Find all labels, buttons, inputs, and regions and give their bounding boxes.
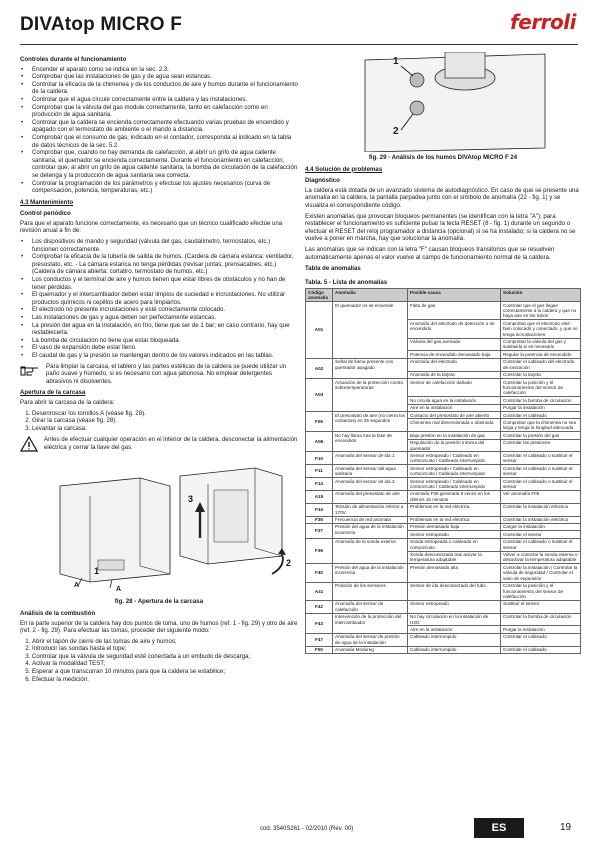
table-row bbox=[306, 600, 581, 613]
header-rule bbox=[20, 44, 578, 45]
solution: Controlar el cableado bbox=[501, 633, 581, 646]
col-header: Solución bbox=[501, 289, 581, 302]
diag-paragraph-1: La caldera está dotada de un avanzado sistema de autodiagnóstico. En caso de que se presente una anomalía en la caldera, la pantalla parpadea junto con el símbolo de anomalía (22 - fig. 1) y se visualiza el correspondiente código. bbox=[305, 186, 579, 209]
anomaly-description: Señal de llama presente con quemador apagado bbox=[333, 358, 408, 378]
solution: Controlar el cableado bbox=[501, 646, 581, 653]
heading-combustion: Análisis de la combustión bbox=[20, 609, 96, 617]
table-row bbox=[306, 478, 581, 491]
col-header: Código anomalía bbox=[306, 289, 333, 302]
note-limpiar bbox=[20, 363, 298, 386]
anomaly-code: A03 bbox=[306, 379, 333, 412]
solution: Controlar el cableado o sustituir el sensor bbox=[501, 452, 581, 465]
note-limpiar-text: Para limpiar la carcasa, el tablero y las partes estéticas de la caldera se puede utilizar un paño suave y húmedo, si es necesario con agua jabonosa. No emplear detergentes abrasivos ni disolventes. bbox=[46, 362, 287, 385]
anomaly-code: A02 bbox=[306, 358, 333, 378]
anomaly-description: Anomalía del presostato de aire bbox=[333, 490, 408, 503]
possible-cause: Falta de gas bbox=[408, 302, 501, 320]
diag-paragraph-3: Las anomalías que se indican con la letra "F" causan bloqueos transitorios que se resuelven automáticamente apenas el valor vuelve al campo de funcionamiento normal de la caldera. bbox=[305, 245, 555, 261]
possible-cause: Potencia de encendido demasiado baja bbox=[408, 351, 501, 358]
table-row bbox=[306, 538, 581, 551]
solution: Controlar el cableado o sustituir el sensor bbox=[501, 465, 581, 478]
anomaly-code: F14 bbox=[306, 478, 333, 491]
apertura-intro: Para abrir la carcasa de la caldera: bbox=[20, 398, 115, 406]
list-item: • Las instalaciones de gas y agua deben ser perfectamente estancas. bbox=[32, 314, 298, 322]
anomaly-description: Anomalía del sensor del agua sanitaria bbox=[333, 465, 408, 478]
possible-cause: Aire en la instalación bbox=[408, 626, 501, 633]
anomaly-code: F39 bbox=[306, 538, 333, 564]
anomaly-code: F34 bbox=[306, 503, 333, 516]
label-a2: A bbox=[116, 586, 122, 594]
anomaly-description: Frecuencia de red anómala bbox=[333, 516, 408, 523]
label-a1: A bbox=[74, 582, 80, 590]
solution: Comprobar que la chimenea no sea larga y tenga la longitud adecuada bbox=[501, 419, 581, 432]
heading-apertura: Apertura de la carcasa bbox=[20, 389, 86, 397]
table-row bbox=[306, 465, 581, 478]
possible-cause: Cableado interrumpido bbox=[408, 646, 501, 653]
possible-cause: Presión demasiado alta bbox=[408, 564, 501, 582]
solution: Controlar el cableado o sustituir el sensor bbox=[501, 538, 581, 551]
list-item: • Los conductos y el terminal de aire y humos tienen que estar libres de obstáculos y no han de tener pérdidas. bbox=[32, 276, 298, 291]
anomaly-description: Actuación de la protección contra sobretemperaturas bbox=[333, 379, 408, 412]
anomaly-description: Anomalía del sensor de presión de agua de la instalación bbox=[333, 633, 408, 646]
list-item: 3. Levantar la carcasa. bbox=[32, 425, 298, 433]
solution: Controlar la presión del gas bbox=[501, 432, 581, 439]
solution: Controlar la tarjeta bbox=[501, 371, 581, 378]
possible-cause: Aire en la instalación bbox=[408, 404, 501, 411]
possible-cause: Presión demasiado baja bbox=[408, 523, 501, 530]
table-row bbox=[306, 302, 581, 320]
anomaly-code: F50 bbox=[306, 646, 333, 653]
possible-cause: Sensor de calefacción dañado bbox=[408, 379, 501, 397]
table-header-row bbox=[306, 289, 581, 302]
list-item: • El quemador y el intercambiador deben estar limpios de suciedad e incrustaciones. No utilizar productos químicos ni cepillos de acero para limpiarlos. bbox=[32, 291, 298, 306]
solution: Controlar la instalación / Controlar la válvula de seguridad / Controlar el vaso de expansión bbox=[501, 564, 581, 582]
possible-cause: Chimenea mal dimensionada u obstruida bbox=[408, 419, 501, 432]
list-apertura bbox=[20, 410, 298, 433]
list-combustion bbox=[20, 638, 298, 684]
fig29-caption: fig. 29 - Análisis de los humos DIVAtop MICRO F 24 bbox=[368, 154, 518, 161]
possible-cause: Sonda estropeada o cableado en cortocircuito bbox=[408, 538, 501, 551]
solution: Controlar la bomba de circulación bbox=[501, 397, 581, 404]
possible-cause: Sensor de ida desconectado del tubo bbox=[408, 582, 501, 600]
possible-cause: Anomalía del electrodo bbox=[408, 358, 501, 371]
label-3: 3 bbox=[188, 494, 194, 505]
anomaly-description: Anomalía del sensor de ida 1 bbox=[333, 452, 408, 465]
anomaly-description: Anomalía del sensor de ida 2 bbox=[333, 478, 408, 491]
list-item: • Los dispositivos de mando y seguridad (válvula del gas, caudalímetro, termostatos, etc.) funcionen correctamente. bbox=[32, 238, 298, 253]
anomaly-code: A15 bbox=[306, 490, 333, 503]
list-item: • Encender el aparato como se indica en la sec. 2.3. bbox=[32, 66, 298, 74]
possible-cause: Contacto del presostato de aire abierto bbox=[408, 412, 501, 419]
table-row bbox=[306, 490, 581, 503]
solution: Controlar que el gas llegue correctamente a la caldera y que no haya aire en los tubos bbox=[501, 302, 581, 320]
anomaly-code: A01 bbox=[306, 302, 333, 359]
list-item: 2. Girar la carcasa (véase fig. 28). bbox=[32, 417, 298, 425]
anomaly-code: F37 bbox=[306, 523, 333, 538]
anomaly-description: Anomalía de la sonda exterior bbox=[333, 538, 408, 564]
anomaly-code: F11 bbox=[306, 465, 333, 478]
solution: Controlar el cableado o sustituir el sensor bbox=[501, 478, 581, 491]
list-item: • Controlar la eficacia de la chimenea y de los conductos de aire y humos durante el funcionamiento de la caldera. bbox=[32, 81, 298, 96]
anomaly-code: F42 bbox=[306, 600, 333, 613]
anomaly-code: A41 bbox=[306, 582, 333, 600]
solution: Purgar la instalación bbox=[501, 404, 581, 411]
solution: Purgar la instalación bbox=[501, 626, 581, 633]
anomaly-description: Presión del agua de la instalación incorrecta bbox=[333, 523, 408, 538]
list-item: • Comprobar la eficacia de la tubería de salida de humos. (Cardera de cámara estanca: ventilador, presostato, etc. - La cámara estanca no tenga pérdidas (revisar juntas, prensacables, etc.) (Caldera de cámara abierta: cortatiro, termostato de humos, etc.) bbox=[32, 253, 298, 276]
possible-cause: Sensor estropeado / Cableado en cortocircuito / Cableado interrumpido bbox=[408, 478, 501, 491]
periodico-intro: Para que el aparato funcione correctamente, es necesario que un técnico cualificado efectúe una revisión anual a fin de: bbox=[20, 219, 283, 235]
list-item: 2. Introducir las sondas hasta el tope; bbox=[32, 645, 298, 653]
list-item: • Controlar la programación de los parámetros y efectuar los ajustes necesarios (curva de compensación, potencia, temperaturas, etc.) bbox=[32, 180, 298, 195]
list-item: • El electrodo no presente incrustaciones y esté correctamente colocado. bbox=[32, 306, 298, 314]
table-row bbox=[306, 646, 581, 653]
list-controles bbox=[20, 66, 298, 195]
heading-control-periodico: Control periódico bbox=[20, 210, 71, 218]
label-1: 1 bbox=[393, 56, 399, 67]
anomaly-code: F47 bbox=[306, 633, 333, 646]
solution: Controlar la instalación eléctrica bbox=[501, 516, 581, 523]
boiler-top-drawing-29 bbox=[305, 52, 581, 152]
list-item: • Comprobar que las instalaciones de gas y de agua sean estancas. bbox=[32, 73, 298, 81]
list-item: • Comprobar que la válvula del gas module correctamente, tanto en calefacción como en producción de agua sanitaria. bbox=[32, 104, 298, 119]
possible-cause: No circula agua en la instalación bbox=[408, 397, 501, 404]
list-item: • El caudal de gas y la presión se mantengan dentro de los valores indicados en las tablas. bbox=[32, 352, 298, 360]
anomaly-description: El presostato de aire (no cierra los contactos) en 25 segundos bbox=[333, 412, 408, 432]
solution: Volver a conectar la sonda externa o desactivar la temperatura adaptable bbox=[501, 551, 581, 564]
anomaly-description: El quemador no se enciende bbox=[333, 302, 408, 359]
solution: Controlar la posición y el funcionamiento del sensor de calefacción bbox=[501, 379, 581, 397]
list-item: 3. Controlar que la válvula de seguridad esté conectada a un embudo de descarga; bbox=[32, 653, 298, 661]
table-caption: Tabla. 5 - Lista de anomalías bbox=[305, 278, 388, 286]
solution: Controlar la instalación eléctrica bbox=[501, 503, 581, 516]
list-item: • El vaso de expansión debe estar lleno. bbox=[32, 344, 298, 352]
warning-apertura-text: Antes de efectuar cualquier operación en el interior de la caldera, desconectar la alimentación eléctrica y cerrar la llave del gas. bbox=[44, 436, 298, 451]
possible-cause: Sensor estropeado / Cableado en cortocircuito / Cableado interrumpido bbox=[408, 465, 501, 478]
list-item: 1. Desenroscar los tornillos A (véase fig. 28). bbox=[32, 410, 298, 418]
col-header: Posible causa bbox=[408, 289, 501, 302]
ferroli-logo: ferroli bbox=[510, 10, 576, 34]
solution: Ver anomalía F05 bbox=[501, 490, 581, 503]
figure-28 bbox=[20, 456, 298, 596]
list-item: 5. Esperar a que transcurran 10 minutos para que la caldera se estabilice; bbox=[32, 668, 298, 676]
right-column bbox=[305, 52, 581, 654]
table-row bbox=[306, 633, 581, 646]
list-item: • Comprobar que el consumo de gas, indicado en el contador, corresponda al indicado en la tabla de datos técnicos de la sec. 5.2. bbox=[32, 134, 298, 149]
list-item: • Controlar que el agua circule correctamente entre la caldera y las instalaciones. bbox=[32, 96, 298, 104]
figure-29 bbox=[305, 52, 581, 152]
possible-cause: Problemas en la red eléctrica bbox=[408, 503, 501, 516]
possible-cause: Sensor estropeado / Cableado en cortocircuito / Cableado interrumpido bbox=[408, 452, 501, 465]
document-code: cod. 3540S261 - 02/2010 (Rev. 00) bbox=[260, 826, 354, 832]
warning-apertura bbox=[20, 436, 298, 452]
possible-cause: Sensor estropeado bbox=[408, 531, 501, 538]
document-title: DIVAtop MICRO F bbox=[20, 14, 183, 35]
possible-cause: Sonda desconectada tras activar la temperatura adaptable bbox=[408, 551, 501, 564]
anomalies-table bbox=[305, 288, 581, 654]
possible-cause: Baja presión en la instalación de gas bbox=[408, 432, 501, 439]
fig28-caption: fig. 28 - Apertura de la carcasa bbox=[114, 598, 204, 606]
col-header: Anomalía bbox=[333, 289, 408, 302]
combustion-intro: En la parte superior de la caldera hay dos puntos de toma, uno de humos (ref. 1 - fig. 29) y otro de aire (ref. 2 - fig. 29). Para efectuar las tomas, proceder del siguiente modo: bbox=[20, 619, 298, 635]
table-row bbox=[306, 582, 581, 600]
solution: Sustituir el sensor bbox=[501, 600, 581, 613]
possible-cause: Problemas en la red eléctrica bbox=[408, 516, 501, 523]
list-item: 1. Abrir el tapón de cierre de las tomas de aire y humos; bbox=[32, 638, 298, 646]
anomaly-code: F35 bbox=[306, 516, 333, 523]
heading-solucion: 4.4 Solución de problemas bbox=[305, 165, 383, 173]
page-number: 19 bbox=[560, 822, 572, 833]
anomaly-code: F43 bbox=[306, 613, 333, 633]
anomaly-code: A06 bbox=[306, 432, 333, 452]
anomaly-description: Anomalía del sensor de calefacción bbox=[333, 600, 408, 613]
list-item: • La presión del agua en la instalación, en frío, tiene que ser de 1 bar; en caso contrario, hay que restablecerla. bbox=[32, 322, 298, 337]
heading-mantenimiento: 4.3 Mantenimiento bbox=[20, 198, 74, 206]
table-row bbox=[306, 503, 581, 516]
label-2: 2 bbox=[286, 558, 292, 569]
label-1: 1 bbox=[94, 566, 100, 577]
possible-cause: Anomalía del electrodo de detección o de encendido bbox=[408, 320, 501, 338]
anomaly-description: Intervención de la protección del intercambiador bbox=[333, 613, 408, 633]
table-row bbox=[306, 613, 581, 626]
solution: Controlar el sensor bbox=[501, 531, 581, 538]
list-item: • Comprobar que, cuando no hay demanda de calefacción, al abrir un grifo de agua caliente sanitaria, el quemador se encienda correctamente. Durante el funcionamiento en calefacción, controlar que, al abrir un grifo de agua caliente sanitaria, la bomba de circulación de la calefacción se detenga y la producción de agua sanitaria sea correcta. bbox=[32, 149, 298, 179]
heading-diagnostico: Diagnóstico bbox=[305, 177, 340, 185]
anomaly-description: Tensión de alimentación inferior a 170V. bbox=[333, 503, 408, 516]
list-periodico bbox=[20, 238, 298, 360]
list-item: 4. Activar la modalidad TEST; bbox=[32, 660, 298, 668]
possible-cause: Anomalía F05 generada 5 veces en los últimos 15 minutos bbox=[408, 490, 501, 503]
anomaly-description: Presión del agua de la instalación incorrecta bbox=[333, 564, 408, 582]
anomaly-code: F10 bbox=[306, 452, 333, 465]
list-item: 6. Efectuar la medición. bbox=[32, 676, 298, 684]
anomaly-code: F05 bbox=[306, 412, 333, 432]
warning-triangle-icon bbox=[20, 436, 38, 452]
possible-cause: No hay circulación en la instalación de H2O bbox=[408, 613, 501, 626]
heading-tabla: Tabla de anomalías bbox=[305, 265, 361, 273]
table-row bbox=[306, 516, 581, 523]
table-body bbox=[306, 302, 581, 654]
table-row bbox=[306, 432, 581, 439]
anomaly-description: Anomalía Modureg bbox=[333, 646, 408, 653]
boiler-drawing-28 bbox=[20, 456, 298, 596]
possible-cause: Regulación de la presión mínima del quemador bbox=[408, 439, 501, 452]
possible-cause: Válvula del gas averiada bbox=[408, 338, 501, 351]
anomaly-description: No hay llama tras la fase de encendido bbox=[333, 432, 408, 452]
pointing-hand-icon bbox=[20, 363, 40, 377]
possible-cause: Sensor estropeado bbox=[408, 600, 501, 613]
solution: Comprobar la válvula del gas y sustituirla si es necesario bbox=[501, 338, 581, 351]
list-item: • La bomba de circulación no tiene que estar bloqueada. bbox=[32, 337, 298, 345]
solution: Cargar la instalación bbox=[501, 523, 581, 530]
heading-controles: Controles durante el funcionamiento bbox=[20, 56, 127, 63]
solution: Controlar el cableado del electrodo de ionización bbox=[501, 358, 581, 371]
solution: Controlar el cableado bbox=[501, 412, 581, 419]
solution: Controlar la posición y el funcionamiento del sensor de calefacción bbox=[501, 582, 581, 600]
solution: Controlar la bomba de circulación bbox=[501, 613, 581, 626]
table-row bbox=[306, 564, 581, 582]
table-row bbox=[306, 379, 581, 397]
table-row bbox=[306, 412, 581, 419]
anomaly-code: F40 bbox=[306, 564, 333, 582]
table-row bbox=[306, 358, 581, 371]
list-item: • Controlar que la caldera se encienda correctamente efectuando varias pruebas de encendido y apagado con el termostato de ambiente o el mando a distancia. bbox=[32, 119, 298, 134]
solution: Controlar las presiones bbox=[501, 439, 581, 452]
possible-cause: Anomalía de la tarjeta bbox=[408, 371, 501, 378]
table-row bbox=[306, 452, 581, 465]
possible-cause: Cableado interrumpido bbox=[408, 633, 501, 646]
label-2: 2 bbox=[393, 126, 399, 137]
language-badge: ES bbox=[474, 818, 524, 838]
table-row bbox=[306, 523, 581, 530]
solution: Regular la potencia de encendido bbox=[501, 351, 581, 358]
solution: Comprobar que el electrodo esté bien colocado y conectado, y que no tenga incrustaciones bbox=[501, 320, 581, 338]
left-column bbox=[20, 52, 298, 683]
diag-paragraph-2: Existen anomalías que provocan bloqueos permanentes (se identifican con la letra "A"); para restablecer el funcionamiento es suficiente pulsar la tecla RESET (8 - fig. 1) durante un segundo o efectuar el RESET del reloj programador a distancia (opcional) si se ha instalado; si la caldera no se vuelve a poner en marcha, hay que solucionar la anomalía. bbox=[305, 212, 576, 243]
anomaly-description: Posición de los sensores bbox=[333, 582, 408, 600]
